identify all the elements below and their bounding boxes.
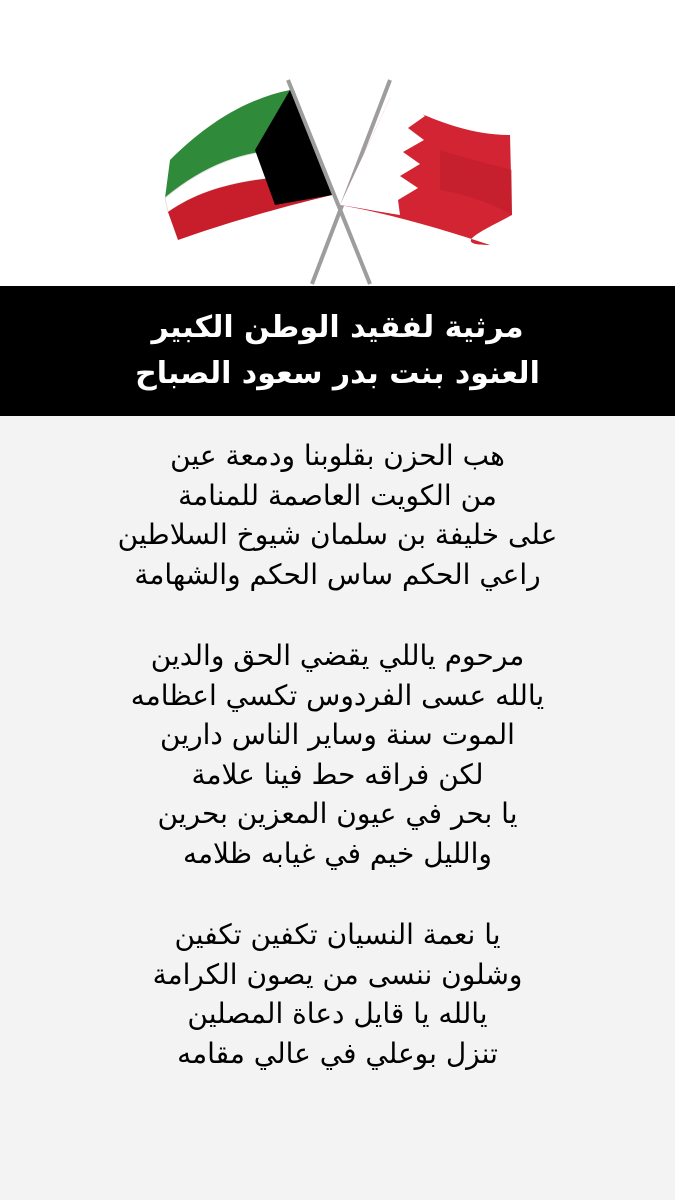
poem-verse: يالله يا قايل دعاة المصلين [187,997,488,1030]
poem-verse: الموت سنة وساير الناس دارين [160,718,515,751]
poem-stanza-2 [0,636,675,873]
poem-stanza-1 [0,436,675,594]
poem-verse: مرحوم ياللي يقضي الحق والدين [150,639,525,672]
poem-verse: يالله عسى الفردوس تكسي اعظامه [130,678,545,712]
poem-verse: راعي الحكم ساس الحكم والشهامة [134,557,541,591]
poem-verse: لكن فراقه حط فينا علامة [191,757,484,791]
poem-verse: يا نعمة النسيان تكفين تكفين [174,918,501,951]
poem-verse: والليل خيم في غيابه ظلامه [183,836,492,870]
poem-verse: تنزل بوعلي في عالي مقامه [177,1036,498,1070]
banner-title-line-1: مرثية لفقيد الوطن الكبير [151,310,524,345]
poem-verse: من الكويت العاصمة للمنامة [178,478,497,512]
poem-verse: على خليفة بن سلمان شيوخ السلاطين [117,518,558,551]
poem-verse: هب الحزن بقلوبنا ودمعة عين [170,439,505,472]
flags-header [0,0,675,286]
poem-body [0,436,675,1115]
poem-verse: يا بحر في عيون المعزين بحرين [157,797,518,830]
poem-verse: وشلون ننسى من يصون الكرامة [152,957,523,991]
crossed-flags-image [0,0,675,286]
title-banner [0,286,675,416]
banner-title-line-2: العنود بنت بدر سعود الصباح [135,356,540,391]
poem-stanza-3 [0,915,675,1073]
